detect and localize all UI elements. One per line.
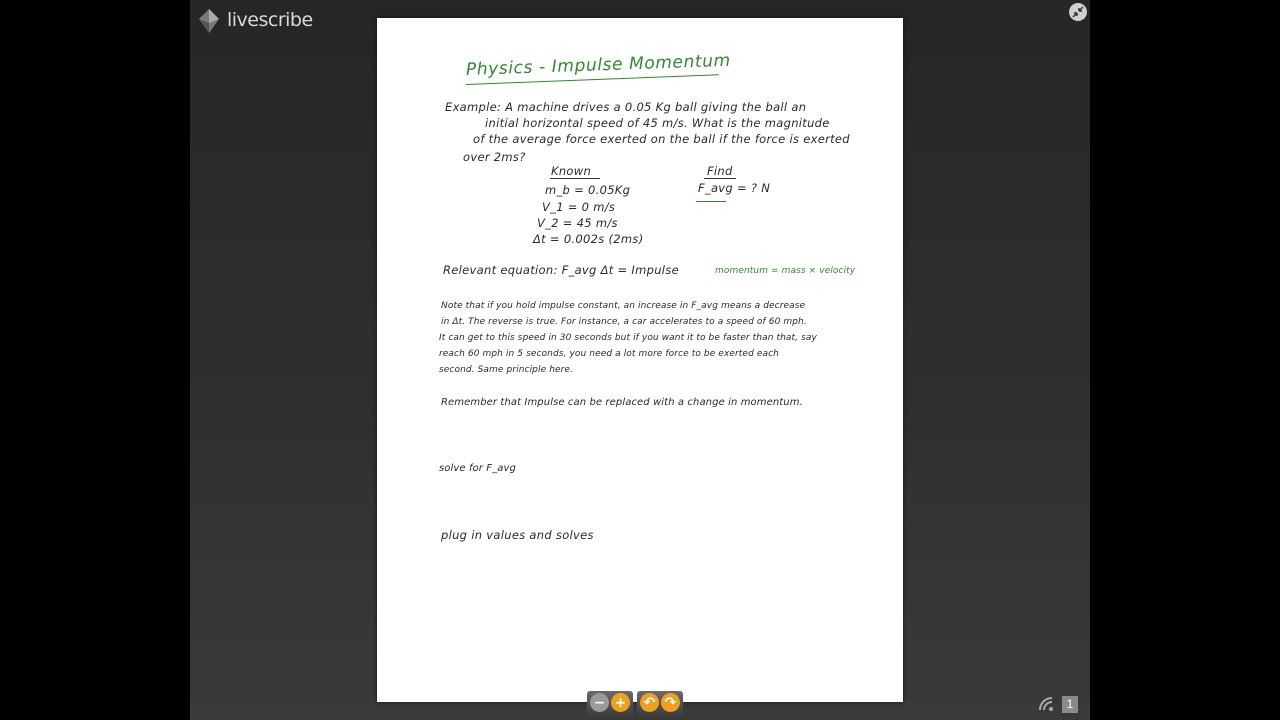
known-v2: V_2 = 45 m/s bbox=[537, 216, 618, 230]
known-header: Known bbox=[551, 164, 592, 178]
known-mass: m_b = 0.05Kg bbox=[545, 183, 631, 197]
rotate-left-icon[interactable]: ↶ bbox=[640, 693, 659, 712]
page-number: 1 bbox=[1066, 697, 1074, 711]
example-line-1: Example: A machine drives a 0.05 Kg ball giving the ball an bbox=[445, 100, 807, 114]
example-line-4: over 2ms? bbox=[463, 150, 526, 164]
note-line-2: in Δt. The reverse is true. For instance, a car accelerates to a speed of 60 mph. bbox=[441, 317, 807, 327]
note-line-1: Note that if you hold impulse constant, an increase in F_avg means a decrease bbox=[441, 301, 806, 311]
page-title: Physics - Impulse Momentum bbox=[465, 50, 732, 80]
note-line-3: It can get to this speed in 30 seconds but if you want it to be faster than that, say bbox=[439, 333, 817, 343]
find-favg: F_avg = ? N bbox=[698, 181, 771, 195]
relevant-equation: Relevant equation: F_avg Δt = Impulse bbox=[443, 263, 679, 277]
rotate-right-icon[interactable]: ↷ bbox=[661, 693, 680, 712]
notebook-page bbox=[377, 18, 903, 702]
known-v1: V_1 = 0 m/s bbox=[542, 200, 616, 214]
page-stack-icon[interactable] bbox=[1062, 696, 1078, 713]
solve-for-line: solve for F_avg bbox=[439, 463, 516, 474]
note-line-4: reach 60 mph in 5 seconds, you need a lot more force to be exerted each bbox=[439, 349, 779, 359]
plus-icon[interactable]: + bbox=[611, 693, 630, 712]
favg-underline bbox=[696, 201, 726, 202]
viewer-toolbar bbox=[587, 691, 691, 716]
collapse-icon[interactable] bbox=[1069, 3, 1087, 21]
rotate-controls bbox=[637, 691, 683, 716]
note-line-5: second. Same principle here. bbox=[439, 365, 574, 375]
example-line-2: initial horizontal speed of 45 m/s. What is the magnitude bbox=[485, 116, 830, 130]
momentum-note: momentum = mass × velocity bbox=[715, 266, 856, 276]
find-underline bbox=[704, 178, 736, 179]
page-indicator bbox=[1038, 694, 1078, 714]
plug-in-line: plug in values and solves bbox=[441, 528, 594, 542]
example-line-3: of the average force exerted on the ball if the force is exerted bbox=[473, 132, 850, 146]
minus-icon[interactable]: − bbox=[590, 693, 609, 712]
zoom-controls bbox=[587, 691, 633, 716]
remember-line: Remember that Impulse can be replaced with a change in momentum. bbox=[441, 397, 803, 408]
known-underline bbox=[550, 178, 600, 179]
brand-name: livescribe bbox=[227, 9, 313, 31]
audio-wave-icon[interactable] bbox=[1038, 696, 1056, 712]
known-dt: Δt = 0.002s (2ms) bbox=[533, 232, 644, 246]
find-header: Find bbox=[707, 164, 733, 178]
livescribe-logo bbox=[195, 4, 313, 36]
livescribe-logo-icon bbox=[195, 5, 223, 35]
